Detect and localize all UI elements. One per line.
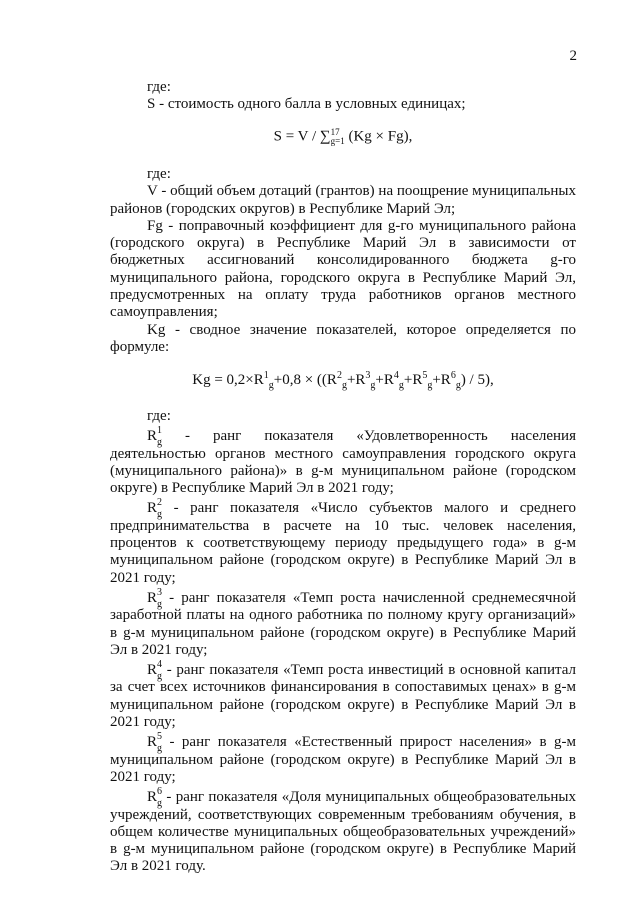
ranks-block — [110, 408, 576, 876]
rank-6-definition: $R^6_g$ - ранг показателя «Доля муниципальных общеобразовательных учреждений, соответствующих современным требованиям обучения, в общем количестве муниципальных общеобразовательных учреждений» в g-м муниципальном районе (городском округе) в Республике Марий Эл в 2021 году. — [110, 786, 576, 875]
where-label: где: — [147, 79, 171, 95]
s-definition: S - стоимость одного балла в условных единицах; — [147, 96, 466, 113]
rank-2-definition: $R^2_g$ - ранг показателя «Число субъектов малого и среднего предпринимательства в расчете на 10 тыс. человек населения, процентов к соответствующему периоду предыдущего года» в g-м муниципальном районе (городском округе) в Республике Марий Эл в 2021 году; — [110, 497, 576, 586]
page-number: 2 — [569, 48, 577, 64]
variables-block — [110, 166, 576, 356]
v-definition: V - общий объем дотаций (грантов) на поощрение муниципальных районов (городских округов) в Республике Марий Эл; — [110, 183, 576, 217]
s-definition-block — [110, 79, 576, 114]
rank-5-definition: $R^5_g$ - ранг показателя «Естественный прирост населения» в g-м муниципальном районе (городском округе) в Республике Марий Эл в 2021 году; — [110, 731, 576, 785]
rank-4-definition: $R^4_g$ - ранг показателя «Темп роста инвестиций в основной капитал за счет всех источников финансирования в сопоставимых ценах» в g-м муниципальном районе (городском округе) в Республике Марий Эл в 2021 году; — [110, 659, 576, 731]
formula-s: S = V / ∑ 17 g=1 (Kg × Fg), — [273, 127, 413, 146]
sum-sign: ∑ — [319, 128, 331, 145]
where-label-2: где: — [147, 166, 171, 182]
formula-kg: $Kg = 0,2\times R^1_g+0,8 \times ((R^2_g+R^3_g+R^4_g+R^5_g+R^6_g) / 5)$, — [192, 370, 494, 391]
fg-definition: Fg - поправочный коэффициент для g-го муниципального района (городского округа) в Республике Марий Эл в зависимости от бюджетных ассигнований консолидированного бюджета g-го муниципального района, городского округа в Республике Марий Эл, предусмотренных на оплату труда работников органов местного самоуправления; — [110, 217, 576, 321]
rank-1-definition: $R^1_g$ - ранг показателя «Удовлетворенность населения деятельностью органов местного самоуправления городского округа (муниципального района)» в g-м муниципальном районе (городском округе) в Республике Марий Эл в 2021 году; — [110, 425, 576, 497]
where-label-3: где: — [147, 408, 171, 424]
kg-definition: Kg - сводное значение показателей, которое определяется по формуле: — [110, 321, 576, 355]
rank-3-definition: $R^3_g$ - ранг показателя «Темп роста начисленной среднемесячной заработной платы на одного работника по полному кругу организаций» в g-м муниципальном районе (городском округе) в Республике Марий Эл в 2021 году; — [110, 586, 576, 658]
